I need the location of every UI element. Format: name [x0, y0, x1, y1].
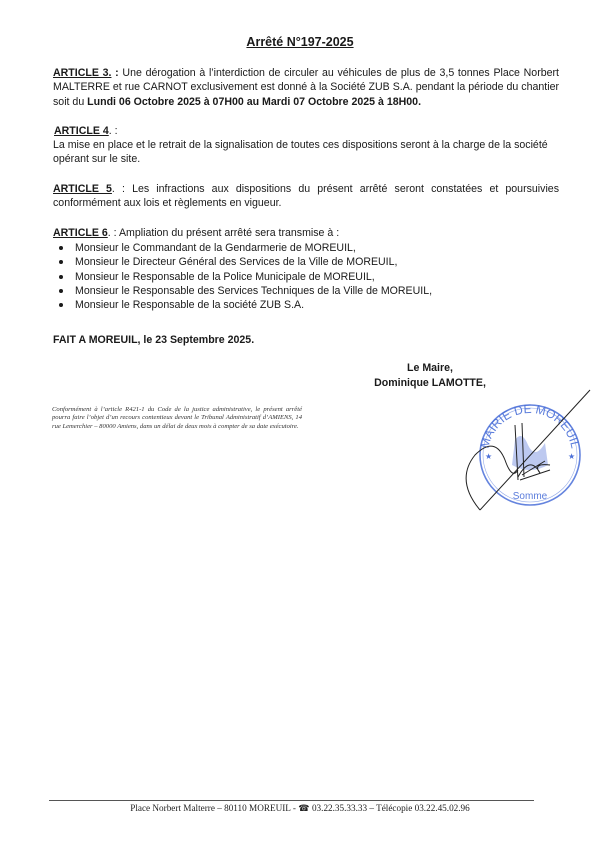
- article-6-label: ARTICLE 6: [53, 227, 108, 239]
- telephone-icon: ☎: [298, 803, 310, 813]
- document-title: Arrêté N°197-2025: [246, 35, 354, 49]
- article-3-separator: :: [111, 67, 123, 79]
- list-item: [53, 241, 573, 255]
- article-5-text: Les infractions aux dispositions du présent arrêté seront constatées et poursuivies conformément aux lois et règlements en vigueur.: [53, 183, 559, 210]
- bullet-icon: [59, 260, 63, 264]
- recipient-text: Monsieur le Responsable des Services Techniques de la Ville de MOREUIL,: [75, 284, 433, 297]
- article-6-separator: . :: [107, 227, 119, 239]
- article-3-label: ARTICLE 3.: [53, 67, 112, 79]
- list-item: [53, 298, 573, 312]
- recipient-text: Monsieur le Responsable de la Police Municipale de MOREUIL,: [75, 270, 375, 283]
- article-4-label: ARTICLE 4: [54, 125, 109, 137]
- bullet-icon: [59, 246, 63, 250]
- article-5-label: ARTICLE 5: [53, 183, 112, 195]
- stamp-top-text: MAIRIE DE MOREUIL: [477, 401, 583, 450]
- bullet-icon: [59, 303, 63, 307]
- legal-notice: Conformément à l’article R421-1 du Code de la justice administrative, le présent arrêté pourra faire l’objet d’un recours contentieux devant le Tribunal Administratif d’AMIENS, 14 rue Lemerchier – 80000 Amiens, dans un délai de deux mois à compter de sa date exécutoire.: [52, 406, 302, 430]
- article-4-text: La mise en place et le retrait de la signalisation de toutes ces dispositions seront à la charge de la société opérant sur le site.: [53, 139, 548, 166]
- article-3: [53, 66, 559, 109]
- signatory-role: Le Maire,: [407, 362, 453, 374]
- stamp-bottom-text: Somme: [512, 491, 548, 502]
- footer-divider: [49, 800, 534, 801]
- recipient-text: Monsieur le Directeur Général des Services de la Ville de MOREUIL,: [75, 256, 398, 269]
- official-stamp: [460, 385, 600, 515]
- footer: [0, 803, 600, 814]
- article-4-separator: . :: [108, 125, 118, 137]
- recipients-list: [53, 241, 573, 312]
- article-3-text: Une dérogation à l’interdiction de circuler au véhicules de plus de 3,5 tonnes Place Norbert MALTERRE et rue CARNOT exclusivement est donné à la Société ZUB S.A. pendant la période du chantier soit du: [53, 67, 559, 108]
- list-item: [53, 255, 573, 269]
- article-3-period: Lundi 06 Octobre 2025 à 07H00 au Mardi 07 Octobre 2025 à 18H00.: [87, 95, 422, 108]
- bullet-icon: [59, 275, 63, 279]
- footer-address: Place Norbert Malterre – 80110 MOREUIL -: [130, 803, 299, 813]
- footer-phone-fax: 03.22.35.33.33 – Télécopie 03.22.45.02.96: [309, 803, 470, 813]
- list-item: [53, 284, 573, 298]
- recipient-text: Monsieur le Responsable de la société ZUB S.A.: [75, 299, 305, 312]
- signatory-name: Dominique LAMOTTE,: [374, 376, 486, 389]
- star-icon: ★: [485, 452, 493, 461]
- article-5: [53, 182, 559, 211]
- stamp-seal-icon: [478, 402, 583, 505]
- list-item: [53, 270, 573, 284]
- place-date: FAIT A MOREUIL, le 23 Septembre 2025.: [53, 334, 255, 346]
- article-4-heading: [54, 124, 560, 138]
- recipient-text: Monsieur le Commandant de la Gendarmerie de MOREUIL,: [75, 242, 356, 254]
- bullet-icon: [59, 289, 63, 293]
- article-5-separator: . :: [111, 183, 133, 195]
- article-6: [53, 226, 559, 240]
- article-6-text: Ampliation du présent arrêté sera transmise à :: [118, 227, 340, 239]
- star-icon: ★: [568, 452, 576, 461]
